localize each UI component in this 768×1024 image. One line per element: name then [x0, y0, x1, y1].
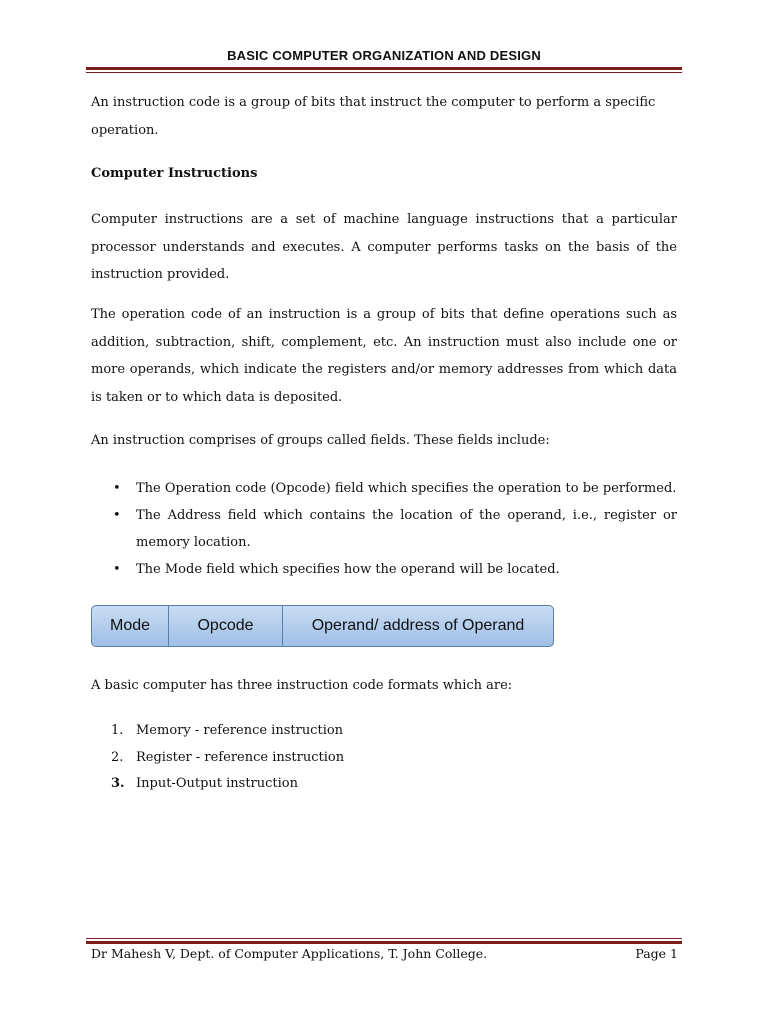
format-cell-mode: Mode	[92, 606, 169, 646]
paragraph-computer-instructions: Computer instructions are a set of machine language instructions that a particular processor understands and executes. A computer performs tasks on the basis of the instruction provided.	[91, 212, 677, 282]
header-title: BASIC COMPUTER ORGANIZATION AND DESIGN	[227, 48, 541, 63]
instruction-format-diagram	[91, 605, 554, 647]
page-number: Page 1	[635, 946, 678, 961]
paragraph-fields-intro: An instruction comprises of groups called fields. These fields include:	[91, 433, 550, 448]
list-item	[91, 718, 344, 745]
list-item-text: The Mode field which specifies how the operand will be located.	[136, 562, 560, 577]
list-number: 1.	[111, 723, 124, 738]
bullet-icon: •	[113, 562, 121, 577]
paragraph-operation-code: The operation code of an instruction is a group of bits that define operations such as addition, subtraction, shift, complement, etc. An instruction must also include one or more operands, which indicate the registers and/or memory addresses from which data is taken or to which data is deposited.	[91, 307, 677, 405]
list-number: 3.	[111, 776, 125, 791]
list-item-text: The Operation code (Opcode) field which specifies the operation to be performed.	[136, 481, 677, 496]
list-item-text: The Address field which contains the location of the operand, i.e., register or memory location.	[136, 508, 677, 550]
list-item	[91, 475, 677, 502]
list-item-text: Input-Output instruction	[136, 776, 298, 791]
list-item-text: Register - reference instruction	[136, 749, 345, 765]
list-item	[91, 502, 677, 556]
bullet-icon: •	[113, 481, 121, 496]
format-cell-operand: Operand/ address of Operand	[311, 617, 525, 634]
bullet-icon: •	[113, 508, 121, 523]
formats-list	[91, 718, 344, 798]
list-item	[91, 556, 677, 583]
intro-paragraph: An instruction code is a group of bits that instruct the computer to perform a specific operation.	[91, 95, 656, 138]
header-rule-thin	[86, 72, 682, 73]
format-cell-opcode: Opcode	[169, 606, 283, 646]
list-item	[91, 745, 344, 772]
list-item	[91, 771, 344, 798]
list-item-text: Memory - reference instruction	[136, 723, 344, 738]
section-heading: Computer Instructions	[91, 166, 258, 181]
footer-rule-thick	[86, 941, 682, 944]
list-number: 2.	[111, 749, 124, 765]
header-rule-thick	[86, 67, 682, 70]
formats-intro: A basic computer has three instruction code formats which are:	[91, 678, 513, 693]
footer-rule-thin	[86, 938, 682, 939]
footer-author: Dr Mahesh V, Dept. of Computer Applications, T. John College.	[91, 946, 488, 961]
fields-list	[91, 475, 677, 583]
